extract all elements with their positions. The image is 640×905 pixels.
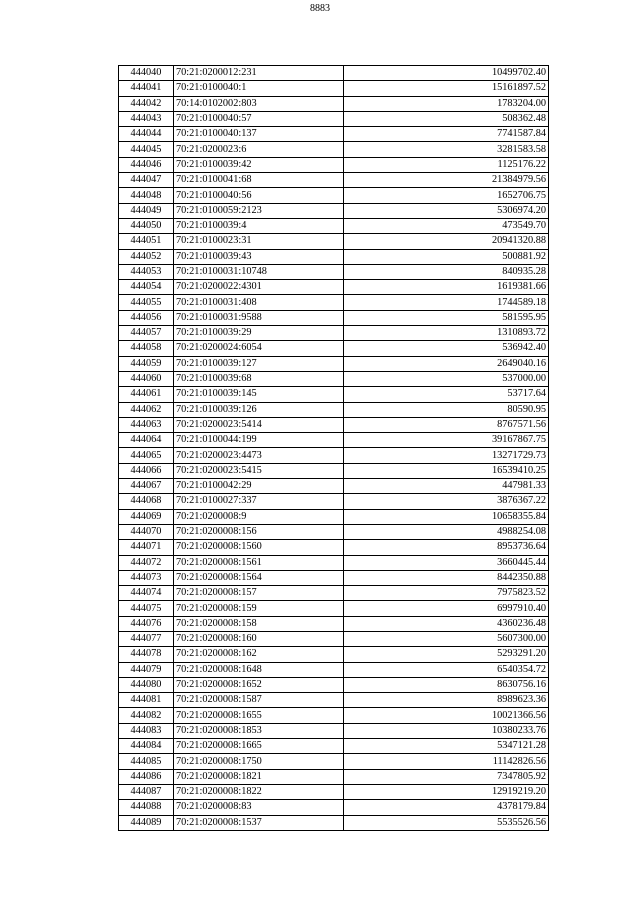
cadastral-number-cell: 70:21:0200008:83 (174, 800, 344, 815)
table-row (119, 586, 549, 601)
row-number-cell: 444061 (119, 387, 174, 402)
table-row (119, 570, 549, 585)
amount-cell: 11142826.56 (344, 754, 549, 769)
cadastral-number-cell: 70:21:0100039:29 (174, 326, 344, 341)
amount-cell: 500881.92 (344, 249, 549, 264)
cadastral-number-cell: 70:21:0200023:4473 (174, 448, 344, 463)
amount-cell: 536942.40 (344, 341, 549, 356)
table-row (119, 280, 549, 295)
amount-cell: 10380233.76 (344, 723, 549, 738)
amount-cell: 12919219.20 (344, 784, 549, 799)
row-number-cell: 444083 (119, 723, 174, 738)
row-number-cell: 444089 (119, 815, 174, 830)
row-number-cell: 444056 (119, 310, 174, 325)
cadastral-number-cell: 70:21:0100040:1 (174, 81, 344, 96)
cadastral-number-cell: 70:21:0100039:42 (174, 157, 344, 172)
amount-cell: 5607300.00 (344, 631, 549, 646)
amount-cell: 8442350.88 (344, 570, 549, 585)
row-number-cell: 444060 (119, 371, 174, 386)
amount-cell: 508362.48 (344, 111, 549, 126)
cadastral-number-cell: 70:21:0200008:162 (174, 647, 344, 662)
row-number-cell: 444047 (119, 173, 174, 188)
row-number-cell: 444088 (119, 800, 174, 815)
table-row (119, 417, 549, 432)
amount-cell: 13271729.73 (344, 448, 549, 463)
amount-cell: 39167867.75 (344, 433, 549, 448)
cadastral-number-cell: 70:21:0100042:29 (174, 479, 344, 494)
amount-cell: 2649040.16 (344, 356, 549, 371)
amount-cell: 3281583.58 (344, 142, 549, 157)
row-number-cell: 444057 (119, 326, 174, 341)
table-row (119, 509, 549, 524)
table-row (119, 540, 549, 555)
amount-cell: 15161897.52 (344, 81, 549, 96)
table-row (119, 601, 549, 616)
row-number-cell: 444043 (119, 111, 174, 126)
cadastral-number-cell: 70:21:0200008:1822 (174, 784, 344, 799)
amount-cell: 1783204.00 (344, 96, 549, 111)
table-row (119, 555, 549, 570)
amount-cell: 8953736.64 (344, 540, 549, 555)
cadastral-number-cell: 70:21:0200022:4301 (174, 280, 344, 295)
cadastral-number-cell: 70:21:0100027:337 (174, 494, 344, 509)
cadastral-number-cell: 70:21:0200008:1821 (174, 769, 344, 784)
row-number-cell: 444066 (119, 463, 174, 478)
cadastral-number-cell: 70:21:0100059:2123 (174, 203, 344, 218)
cadastral-number-cell: 70:21:0100023:31 (174, 234, 344, 249)
table-row (119, 173, 549, 188)
amount-cell: 4378179.84 (344, 800, 549, 815)
amount-cell: 3660445.44 (344, 555, 549, 570)
table-row (119, 264, 549, 279)
amount-cell: 1744589.18 (344, 295, 549, 310)
amount-cell: 10499702.40 (344, 66, 549, 81)
table-row (119, 800, 549, 815)
table-row (119, 142, 549, 157)
cadastral-number-cell: 70:21:0200008:1561 (174, 555, 344, 570)
amount-cell: 80590.95 (344, 402, 549, 417)
registry-table (118, 65, 549, 831)
row-number-cell: 444084 (119, 739, 174, 754)
row-number-cell: 444086 (119, 769, 174, 784)
table-row (119, 463, 549, 478)
amount-cell: 1310893.72 (344, 326, 549, 341)
table-row (119, 356, 549, 371)
table-row (119, 234, 549, 249)
table-row (119, 341, 549, 356)
table-row (119, 723, 549, 738)
cadastral-number-cell: 70:21:0200008:1853 (174, 723, 344, 738)
amount-cell: 8630756.16 (344, 677, 549, 692)
row-number-cell: 444042 (119, 96, 174, 111)
row-number-cell: 444058 (119, 341, 174, 356)
table-row (119, 66, 549, 81)
amount-cell: 6997910.40 (344, 601, 549, 616)
table-row (119, 127, 549, 142)
row-number-cell: 444040 (119, 66, 174, 81)
amount-cell: 1125176.22 (344, 157, 549, 172)
row-number-cell: 444048 (119, 188, 174, 203)
cadastral-number-cell: 70:21:0100039:68 (174, 371, 344, 386)
row-number-cell: 444087 (119, 784, 174, 799)
amount-cell: 5293291.20 (344, 647, 549, 662)
cadastral-number-cell: 70:21:0200023:5414 (174, 417, 344, 432)
cadastral-number-cell: 70:21:0100044:199 (174, 433, 344, 448)
row-number-cell: 444068 (119, 494, 174, 509)
table-row (119, 616, 549, 631)
cadastral-number-cell: 70:21:0200008:1560 (174, 540, 344, 555)
row-number-cell: 444069 (119, 509, 174, 524)
cadastral-number-cell: 70:14:0102002:803 (174, 96, 344, 111)
amount-cell: 3876367.22 (344, 494, 549, 509)
cadastral-number-cell: 70:21:0200008:1750 (174, 754, 344, 769)
cadastral-number-cell: 70:21:0200008:156 (174, 524, 344, 539)
cadastral-number-cell: 70:21:0100040:57 (174, 111, 344, 126)
cadastral-number-cell: 70:21:0200008:157 (174, 586, 344, 601)
cadastral-number-cell: 70:21:0200024:6054 (174, 341, 344, 356)
amount-cell: 8767571.56 (344, 417, 549, 432)
row-number-cell: 444063 (119, 417, 174, 432)
table-row (119, 111, 549, 126)
row-number-cell: 444079 (119, 662, 174, 677)
cadastral-number-cell: 70:21:0100039:126 (174, 402, 344, 417)
table-row (119, 494, 549, 509)
row-number-cell: 444044 (119, 127, 174, 142)
table-row (119, 769, 549, 784)
cadastral-number-cell: 70:21:0100041:68 (174, 173, 344, 188)
amount-cell: 5535526.56 (344, 815, 549, 830)
cadastral-number-cell: 70:21:0100031:408 (174, 295, 344, 310)
table-row (119, 524, 549, 539)
row-number-cell: 444076 (119, 616, 174, 631)
table-row (119, 96, 549, 111)
row-number-cell: 444067 (119, 479, 174, 494)
table-row (119, 295, 549, 310)
cadastral-number-cell: 70:21:0200008:1665 (174, 739, 344, 754)
cadastral-number-cell: 70:21:0100040:137 (174, 127, 344, 142)
table-row (119, 739, 549, 754)
table-row (119, 157, 549, 172)
table-row (119, 188, 549, 203)
cadastral-number-cell: 70:21:0200008:9 (174, 509, 344, 524)
table-row (119, 218, 549, 233)
cadastral-number-cell: 70:21:0100031:9588 (174, 310, 344, 325)
table-row (119, 371, 549, 386)
amount-cell: 8989623.36 (344, 693, 549, 708)
table-row (119, 448, 549, 463)
cadastral-number-cell: 70:21:0200023:6 (174, 142, 344, 157)
amount-cell: 10021366.56 (344, 708, 549, 723)
row-number-cell: 444053 (119, 264, 174, 279)
amount-cell: 537000.00 (344, 371, 549, 386)
table-row (119, 402, 549, 417)
row-number-cell: 444059 (119, 356, 174, 371)
cadastral-number-cell: 70:21:0200008:1652 (174, 677, 344, 692)
amount-cell: 447981.33 (344, 479, 549, 494)
row-number-cell: 444055 (119, 295, 174, 310)
row-number-cell: 444081 (119, 693, 174, 708)
amount-cell: 16539410.25 (344, 463, 549, 478)
amount-cell: 21384979.56 (344, 173, 549, 188)
cadastral-number-cell: 70:21:0100031:10748 (174, 264, 344, 279)
amount-cell: 5306974.20 (344, 203, 549, 218)
cadastral-number-cell: 70:21:0200008:1648 (174, 662, 344, 677)
amount-cell: 10658355.84 (344, 509, 549, 524)
row-number-cell: 444073 (119, 570, 174, 585)
cadastral-number-cell: 70:21:0200012:231 (174, 66, 344, 81)
page-number: 8883 (310, 3, 330, 14)
table-row (119, 784, 549, 799)
cadastral-number-cell: 70:21:0200008:1587 (174, 693, 344, 708)
row-number-cell: 444071 (119, 540, 174, 555)
amount-cell: 581595.95 (344, 310, 549, 325)
cadastral-number-cell: 70:21:0100039:145 (174, 387, 344, 402)
cadastral-number-cell: 70:21:0200008:1655 (174, 708, 344, 723)
table-row (119, 631, 549, 646)
amount-cell: 4360236.48 (344, 616, 549, 631)
cadastral-number-cell: 70:21:0200023:5415 (174, 463, 344, 478)
row-number-cell: 444085 (119, 754, 174, 769)
amount-cell: 1652706.75 (344, 188, 549, 203)
cadastral-number-cell: 70:21:0100040:56 (174, 188, 344, 203)
table-row (119, 647, 549, 662)
cadastral-number-cell: 70:21:0100039:43 (174, 249, 344, 264)
row-number-cell: 444041 (119, 81, 174, 96)
table-row (119, 662, 549, 677)
table-row (119, 677, 549, 692)
amount-cell: 5347121.28 (344, 739, 549, 754)
row-number-cell: 444062 (119, 402, 174, 417)
row-number-cell: 444072 (119, 555, 174, 570)
cadastral-number-cell: 70:21:0200008:1564 (174, 570, 344, 585)
cadastral-number-cell: 70:21:0200008:1537 (174, 815, 344, 830)
amount-cell: 6540354.72 (344, 662, 549, 677)
row-number-cell: 444077 (119, 631, 174, 646)
amount-cell: 53717.64 (344, 387, 549, 402)
row-number-cell: 444074 (119, 586, 174, 601)
row-number-cell: 444075 (119, 601, 174, 616)
amount-cell: 7741587.84 (344, 127, 549, 142)
row-number-cell: 444080 (119, 677, 174, 692)
row-number-cell: 444046 (119, 157, 174, 172)
table-row (119, 433, 549, 448)
cadastral-number-cell: 70:21:0200008:158 (174, 616, 344, 631)
cadastral-number-cell: 70:21:0100039:127 (174, 356, 344, 371)
table-row (119, 249, 549, 264)
table-row (119, 708, 549, 723)
registry-table-body (119, 66, 549, 831)
row-number-cell: 444078 (119, 647, 174, 662)
row-number-cell: 444064 (119, 433, 174, 448)
amount-cell: 4988254.08 (344, 524, 549, 539)
row-number-cell: 444082 (119, 708, 174, 723)
table-row (119, 693, 549, 708)
table-row (119, 81, 549, 96)
cadastral-number-cell: 70:21:0200008:159 (174, 601, 344, 616)
row-number-cell: 444054 (119, 280, 174, 295)
table-row (119, 310, 549, 325)
amount-cell: 840935.28 (344, 264, 549, 279)
table-row (119, 754, 549, 769)
cadastral-number-cell: 70:21:0200008:160 (174, 631, 344, 646)
row-number-cell: 444052 (119, 249, 174, 264)
table-row (119, 387, 549, 402)
row-number-cell: 444045 (119, 142, 174, 157)
amount-cell: 7347805.92 (344, 769, 549, 784)
row-number-cell: 444051 (119, 234, 174, 249)
amount-cell: 473549.70 (344, 218, 549, 233)
row-number-cell: 444050 (119, 218, 174, 233)
cadastral-number-cell: 70:21:0100039:4 (174, 218, 344, 233)
table-row (119, 815, 549, 830)
table-row (119, 479, 549, 494)
table-row (119, 326, 549, 341)
row-number-cell: 444049 (119, 203, 174, 218)
table-row (119, 203, 549, 218)
row-number-cell: 444070 (119, 524, 174, 539)
amount-cell: 1619381.66 (344, 280, 549, 295)
row-number-cell: 444065 (119, 448, 174, 463)
amount-cell: 20941320.88 (344, 234, 549, 249)
amount-cell: 7975823.52 (344, 586, 549, 601)
